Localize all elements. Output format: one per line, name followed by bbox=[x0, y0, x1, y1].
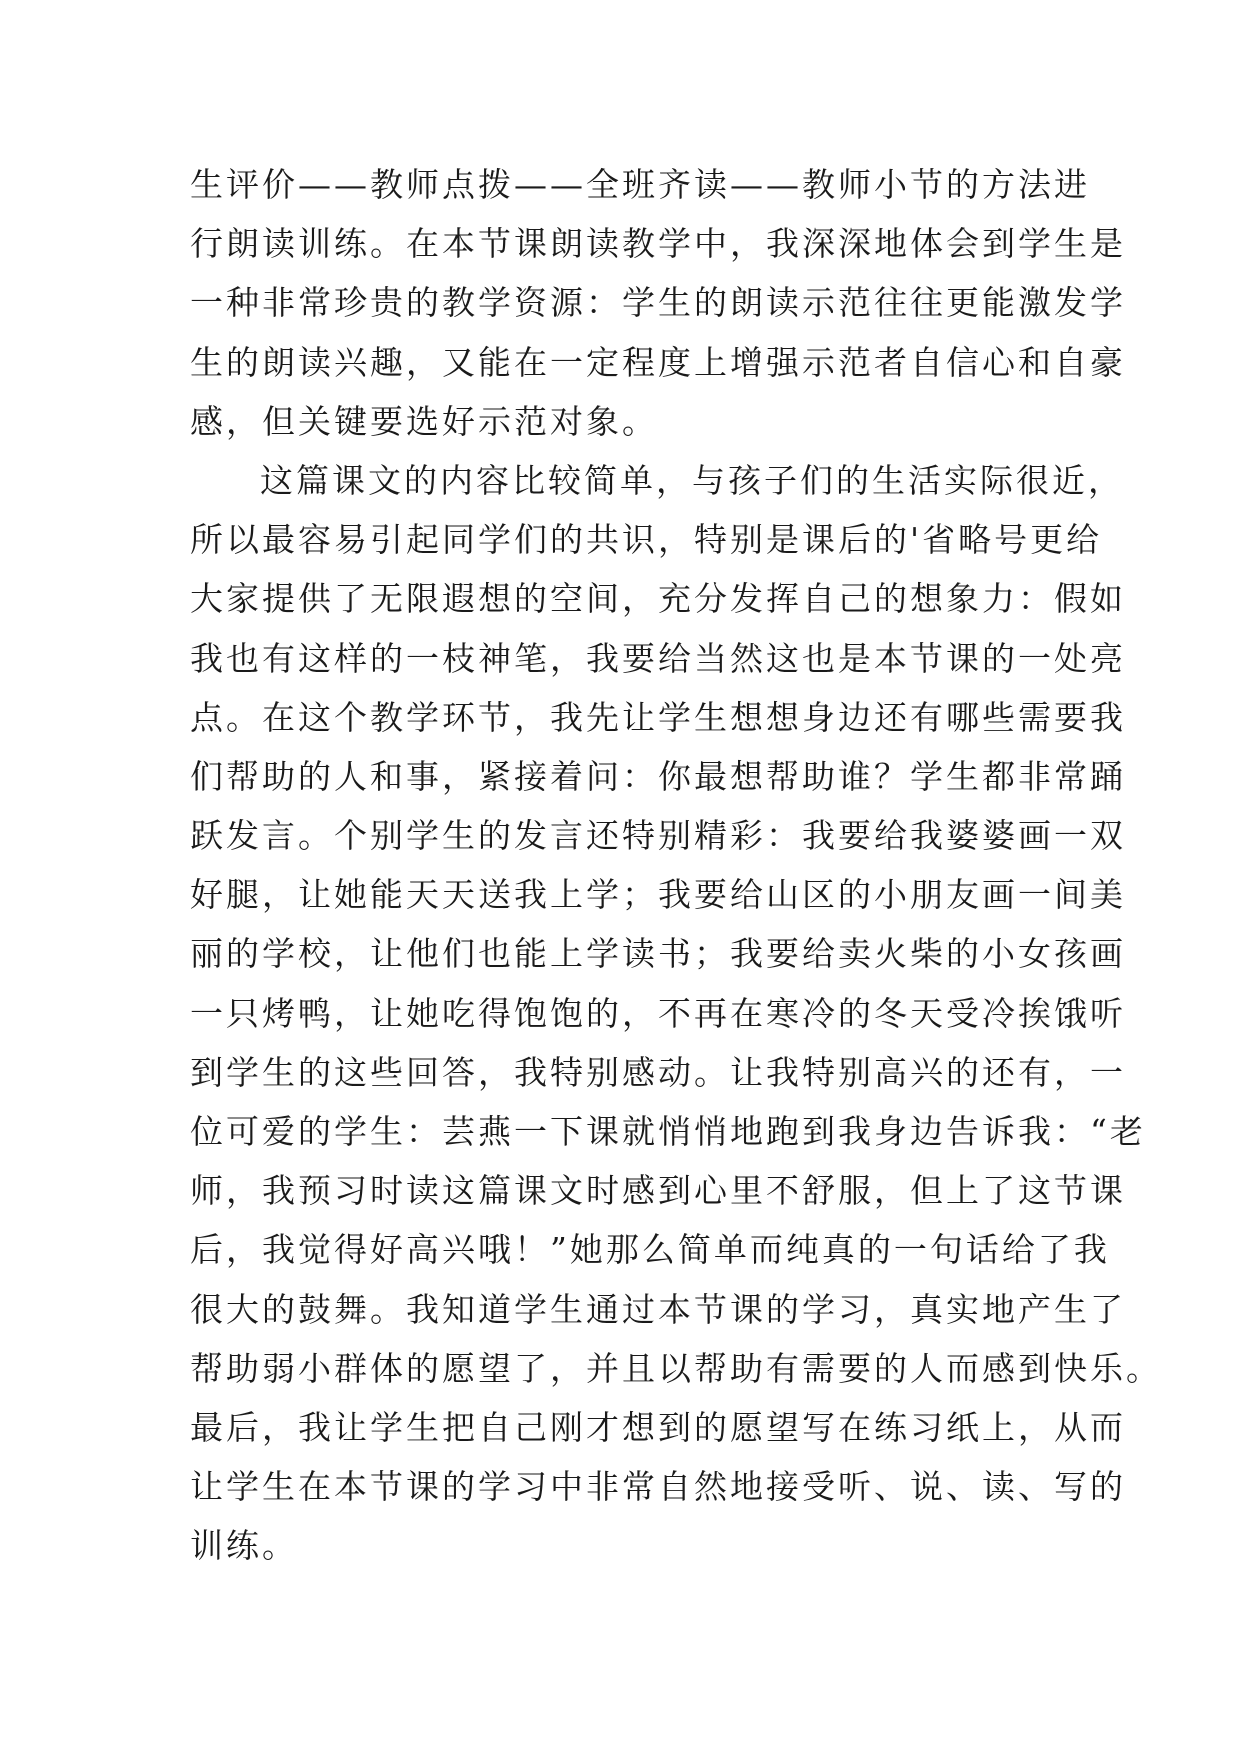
text-line: 感，但关键要选好示范对象。 bbox=[190, 401, 658, 441]
text-line: 位可爱的学生：芸燕一下课就悄悄地跑到我身边告诉我：“老 bbox=[190, 1112, 1146, 1151]
text-line: 师，我预习时读这篇课文时感到心里不舒服，但上了这节课 bbox=[190, 1171, 1126, 1211]
text-line: 所以最容易引起同学们的共识，特别是课后的'省略号更给 bbox=[190, 520, 1103, 560]
text-line: 跃发言。个别学生的发言还特别精彩：我要给我婆婆画一双 bbox=[190, 816, 1126, 856]
text-line: 帮助弱小群体的愿望了，并且以帮助有需要的人而感到快乐。 bbox=[190, 1348, 1162, 1388]
text-line: 一只烤鸭，让她吃得饱饱的，不再在寒冷的冬天受冷挨饿听 bbox=[190, 993, 1126, 1033]
text-line: 生的朗读兴趣，又能在一定程度上增强示范者自信心和自豪 bbox=[190, 342, 1126, 382]
text-line: 生评价——教师点拨——全班齐读——教师小节的方法进 bbox=[190, 165, 1090, 204]
text-line: 我也有这样的一枝神笔，我要给当然这也是本节课的一处亮 bbox=[190, 638, 1126, 678]
text-line: 一种非常珍贵的教学资源：学生的朗读示范往往更能激发学 bbox=[190, 283, 1126, 323]
text-line: 最后，我让学生把自己刚才想到的愿望写在练习纸上，从而 bbox=[190, 1407, 1126, 1447]
text-line: 好腿，让她能天天送我上学；我要给山区的小朋友画一间美 bbox=[190, 875, 1126, 915]
text-line: 让学生在本节课的学习中非常自然地接受听、说、读、写的 bbox=[190, 1467, 1126, 1507]
text-line: 行朗读训练。在本节课朗读教学中，我深深地体会到学生是 bbox=[190, 224, 1126, 264]
text-line: 到学生的这些回答，我特别感动。让我特别高兴的还有，一 bbox=[190, 1052, 1126, 1092]
text-line: 点。在这个教学环节，我先让学生想想身边还有哪些需要我 bbox=[190, 697, 1126, 737]
text-line: 丽的学校，让他们也能上学读书；我要给卖火柴的小女孩画 bbox=[190, 934, 1126, 974]
text-line: 训练。 bbox=[190, 1526, 298, 1566]
text-line: 很大的鼓舞。我知道学生通过本节课的学习，真实地产生了 bbox=[190, 1289, 1126, 1329]
paragraph-2 bbox=[190, 451, 1162, 1576]
text-line: 这篇课文的内容比较简单，与孩子们的生活实际很近， bbox=[260, 460, 1124, 500]
text-line: 大家提供了无限遐想的空间，充分发挥自己的想象力：假如 bbox=[190, 579, 1126, 619]
body-text bbox=[190, 155, 1162, 1576]
text-line: 们帮助的人和事，紧接着问：你最想帮助谁？学生都非常踊 bbox=[190, 756, 1126, 796]
paragraph-1 bbox=[190, 155, 1126, 451]
text-line: 后，我觉得好高兴哦！”她那么简单而纯真的一句话给了我 bbox=[190, 1230, 1110, 1270]
